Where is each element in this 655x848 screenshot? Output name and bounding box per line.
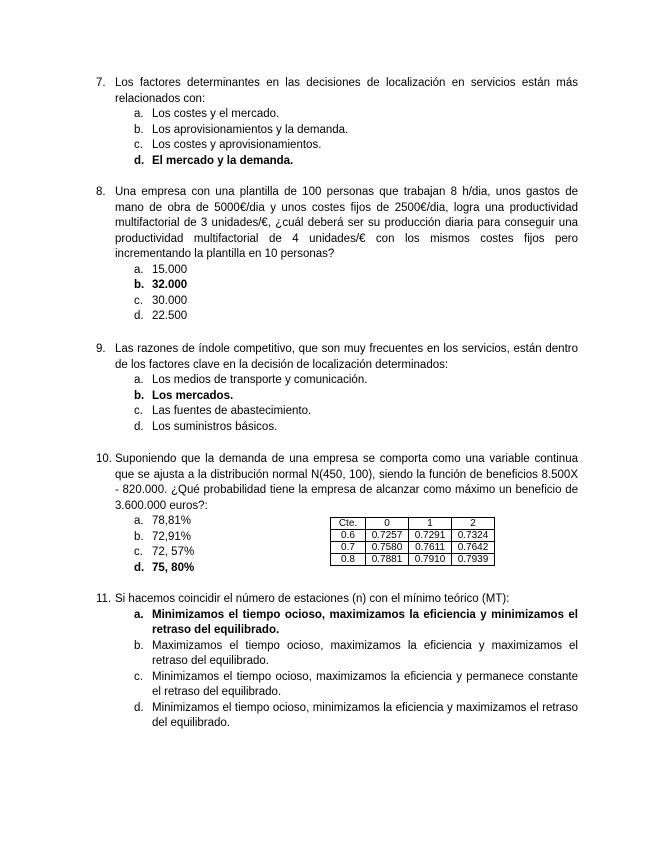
option-letter: c. — [134, 670, 143, 683]
table-cell: 0.7257 — [366, 530, 409, 542]
option-d — [134, 420, 578, 436]
option-text: Los costes y el mercado. — [152, 108, 280, 120]
question-text: Las razones de índole competitivo, que son muy frecuentes en los servicios, están dentro de los factores clave en la decisión de localización determinados: — [115, 343, 578, 371]
option-d — [134, 309, 578, 325]
table-cell: 0.7642 — [452, 542, 495, 554]
option-letter: b. — [134, 123, 144, 136]
table-cell: 0.7910 — [409, 554, 452, 566]
option-a — [134, 373, 578, 389]
option-b-correct — [134, 389, 578, 405]
option-text: 22.500 — [152, 310, 188, 322]
option-list — [134, 263, 578, 325]
table-header-cell: 0 — [366, 518, 409, 530]
question-7 — [96, 76, 578, 169]
option-b-correct — [134, 278, 578, 294]
option-letter: c. — [134, 546, 143, 558]
option-letter: c. — [134, 294, 143, 307]
question-number: 8. — [96, 186, 106, 198]
option-c — [134, 138, 578, 154]
option-d-correct — [134, 154, 578, 170]
table-cell: 0.7 — [331, 542, 366, 554]
table-row — [331, 554, 495, 566]
option-text: Minimizamos el tiempo ocioso, maximizamos la eficiencia y permanece constante el retraso del equilibrado. — [152, 670, 578, 698]
option-a — [134, 263, 578, 279]
option-letter: b. — [134, 279, 145, 291]
option-text: 32.000 — [152, 279, 188, 291]
option-b — [134, 639, 578, 670]
option-letter: a. — [134, 263, 144, 276]
question-number: 11. — [96, 593, 112, 605]
table-header-row — [331, 518, 495, 530]
option-letter: a. — [134, 515, 144, 527]
option-text: Los medios de transporte y comunicación. — [152, 374, 368, 386]
option-text: 15.000 — [152, 263, 188, 276]
question-text: Suponiendo que la demanda de una empresa se comporta como una variable continua que se ajusta a la distribución normal N(450, 100), siendo la función de beneficios 8.500X - 820.000. ¿Qué probabilidad tiene la empresa de alcanzar como máximo un beneficio de 3.600.000 euros?: — [115, 453, 578, 512]
table-cell: 0.7324 — [452, 530, 495, 542]
option-list — [134, 107, 578, 169]
option-letter: a. — [134, 374, 144, 386]
table-cell: 0.7939 — [452, 554, 495, 566]
table-header-cell: 1 — [409, 518, 452, 530]
option-text: Los costes y aprovisionamientos. — [152, 139, 322, 151]
option-letter: a. — [134, 608, 144, 621]
option-c — [134, 670, 578, 701]
probability-table — [330, 517, 495, 566]
option-list — [134, 608, 578, 732]
table-cell: 0.7611 — [409, 542, 452, 554]
option-text: El mercado y la demanda. — [152, 154, 294, 167]
table-row — [331, 542, 495, 554]
option-text: 78,81% — [152, 515, 192, 527]
question-number: 7. — [96, 77, 106, 89]
option-list — [134, 373, 578, 435]
option-text: Los suministros básicos. — [152, 420, 278, 433]
option-c — [134, 404, 578, 420]
option-a — [134, 514, 274, 530]
table-header-cell: 2 — [452, 518, 495, 530]
table-cell: 0.7580 — [366, 542, 409, 554]
option-letter: d. — [134, 561, 145, 574]
question-number: 10. — [96, 453, 112, 465]
option-list — [134, 514, 274, 576]
option-text: Minimizamos el tiempo ocioso, maximizamos la eficiencia y minimizamos el retraso del equilibrado. — [152, 608, 578, 636]
option-letter: c. — [134, 405, 143, 417]
option-letter: d. — [134, 310, 144, 322]
option-text: 72,91% — [152, 530, 192, 543]
option-c — [134, 545, 274, 561]
table-cell: 0.8 — [331, 554, 366, 566]
option-text: 30.000 — [152, 294, 188, 307]
table-header-cell: Cte. — [331, 518, 366, 530]
table-cell: 0.7291 — [409, 530, 452, 542]
option-d — [134, 701, 578, 732]
option-text: Las fuentes de abastecimiento. — [152, 405, 312, 417]
table-row — [331, 530, 495, 542]
table-cell: 0.6 — [331, 530, 366, 542]
option-letter: c. — [134, 139, 143, 151]
option-d-correct — [134, 561, 274, 577]
question-11 — [96, 592, 578, 732]
option-text: Los mercados. — [152, 389, 234, 402]
option-letter: d. — [134, 701, 144, 714]
option-c — [134, 294, 578, 310]
question-9 — [96, 342, 578, 435]
option-letter: d. — [134, 154, 145, 167]
option-text: 75, 80% — [152, 561, 195, 574]
option-text: 72, 57% — [152, 546, 195, 558]
option-letter: b. — [134, 639, 144, 652]
option-letter: a. — [134, 108, 144, 120]
option-b — [134, 123, 578, 139]
option-text: Minimizamos el tiempo ocioso, minimizamos la eficiencia y maximizamos el retraso del equilibrado. — [152, 701, 578, 729]
option-text: Maximizamos el tiempo ocioso, maximizamos la eficiencia y maximizamos el retraso del equilibrado. — [152, 639, 578, 667]
question-8 — [96, 185, 578, 325]
option-text: Los aprovisionamientos y la demanda. — [152, 123, 349, 136]
question-text: Si hacemos coincidir el número de estaciones (n) con el mínimo teórico (MT): — [115, 593, 510, 605]
question-text: Los factores determinantes en las decisiones de localización en servicios están más relacionados con: — [115, 77, 578, 105]
table-cell: 0.7881 — [366, 554, 409, 566]
question-text: Una empresa con una plantilla de 100 personas que trabajan 8 h/dia, unos gastos de mano de obra de 5000€/dia y unos costes fijos de 2500€/dia, logra una productividad multifactorial de 3 unidades/€, ¿cuál deberá ser su producción diaria para conseguir una productividad multifactorial de 4 unidades/€ con los mismos costes fijos pero incrementando la plantilla en 10 personas? — [115, 186, 578, 260]
option-letter: b. — [134, 389, 145, 402]
option-letter: d. — [134, 420, 144, 433]
option-b — [134, 530, 274, 546]
option-letter: b. — [134, 530, 144, 543]
option-a — [134, 107, 578, 123]
question-number: 9. — [96, 343, 106, 355]
option-a-correct — [134, 608, 578, 639]
